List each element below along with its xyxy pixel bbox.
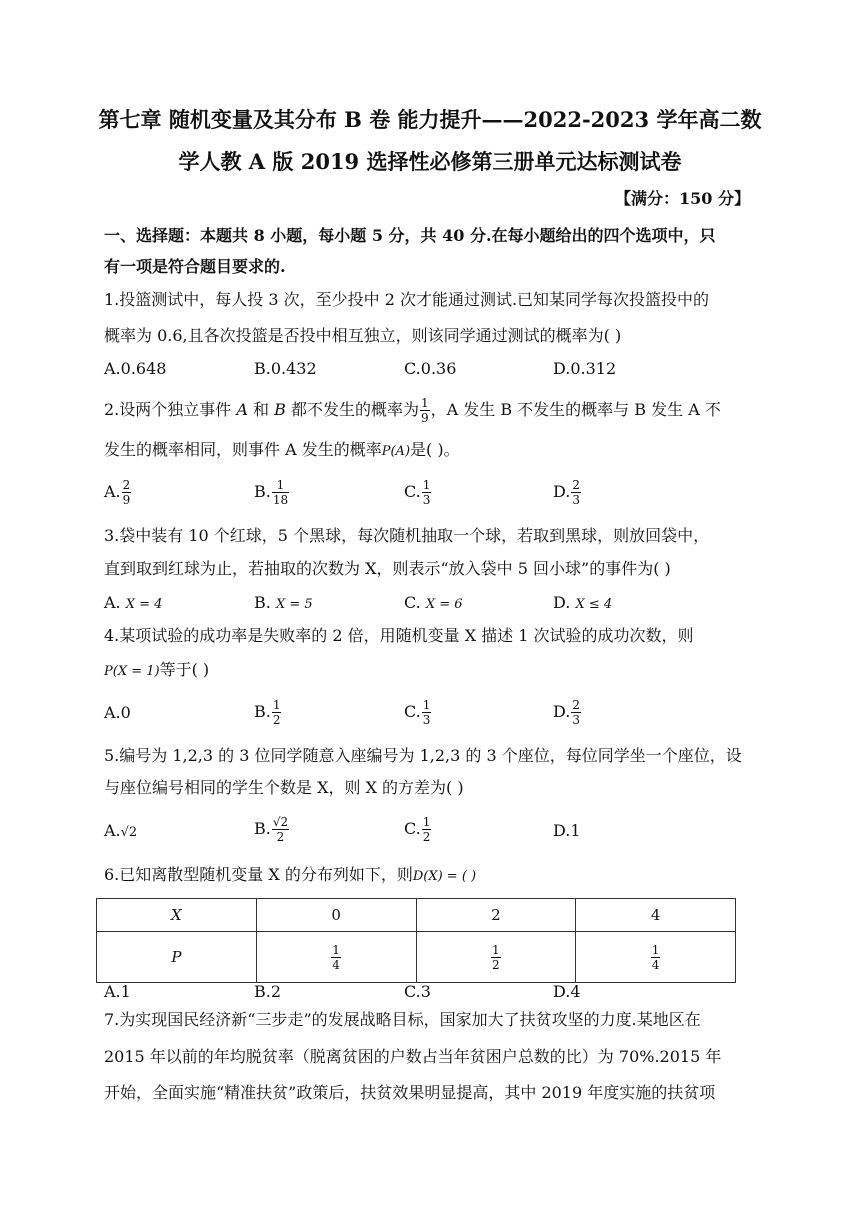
- table-cell: [256, 932, 416, 983]
- question-4-line-1: 4.某项试验的成功率是失败率的 2 倍，用随机变量 X 描述 1 次试验的成功次数，则: [104, 626, 694, 645]
- probability-expression: P(X = 1): [104, 664, 160, 679]
- fraction-numerator: 1: [272, 478, 289, 493]
- question-3-option-c: [404, 592, 463, 616]
- question-2-option-d: [553, 478, 582, 507]
- fraction-numerator: 2: [572, 478, 580, 492]
- fraction-denominator: 9: [420, 411, 429, 425]
- fraction: [422, 815, 432, 844]
- question-6-line-1: [104, 864, 476, 888]
- fraction-numerator: 1: [422, 698, 431, 712]
- section-1-heading-line-1: 一、选择题：本题共 8 小题，每小题 5 分，共 40 分.在每小题给出的四个选项中，只: [104, 226, 716, 245]
- question-5-line-1: 5.编号为 1,2,3 的 3 位同学随意入座编号为 1,2,3 的 3 个座位，每位同学坐一个座位，设: [104, 746, 742, 765]
- question-6-option-b: B.2: [254, 982, 282, 1001]
- question-2-text-c: 都不发生的概率为: [285, 400, 419, 419]
- fraction-denominator: 2: [272, 713, 281, 727]
- fraction: [571, 478, 581, 507]
- question-1-option-d: D.0.312: [553, 359, 617, 378]
- question-2-text-e: 发生的概率相同，则事件 A 发生的概率: [104, 440, 382, 459]
- question-3-line-1: 3.袋中装有 10 个红球，5 个黑球，每次随机抽取一个球，若取到黑球，则放回袋中，: [104, 526, 710, 545]
- option-label: B.: [254, 819, 271, 838]
- fraction-denominator: 3: [572, 493, 580, 507]
- question-2-option-a: [104, 478, 132, 507]
- question-7-line-1: 7.为实现国民经济新“三步走”的发展战略目标，国家加大了扶贫攻坚的力度.某地区在: [104, 1010, 701, 1029]
- question-3-line-2: 直到取到红球为止，若抽取的次数为 X，则表示“放入袋中 5 回小球”的事件为( ): [104, 559, 671, 578]
- fraction-denominator: 3: [572, 713, 580, 727]
- question-6-option-c: C.3: [404, 982, 431, 1001]
- fraction-numerator: √2: [272, 815, 289, 829]
- fraction: [422, 478, 432, 507]
- fraction-numerator: 2: [572, 698, 580, 712]
- question-5-line-2: 与座位编号相同的学生个数是 X，则 X 的方差为( ): [104, 778, 464, 797]
- question-2-text-a: 2.设两个独立事件: [104, 400, 237, 419]
- fraction-denominator: 2: [276, 830, 285, 844]
- option-label: A.: [104, 821, 121, 840]
- question-5-option-d: [553, 820, 581, 842]
- probability-expression: P(A): [381, 444, 411, 459]
- question-3-option-b: [254, 592, 313, 616]
- option-label: C.: [404, 819, 421, 838]
- fraction: [420, 396, 430, 425]
- fraction-denominator: 4: [651, 957, 660, 972]
- fraction: [272, 815, 289, 844]
- table-row: [97, 932, 736, 983]
- question-4-option-c: [404, 698, 432, 727]
- fraction: [422, 698, 432, 727]
- option-label: B.: [254, 593, 271, 612]
- fraction-denominator: 3: [422, 493, 431, 507]
- distribution-table: [96, 898, 736, 983]
- question-2-text-d: ，A 发生 B 不发生的概率与 B 发生 A 不: [430, 400, 721, 419]
- option-label: D.: [553, 482, 571, 501]
- fraction-numerator: 2: [122, 478, 131, 492]
- option-expression: X = 4: [125, 597, 163, 612]
- question-6-text: 6.已知离散型随机变量 X 的分布列如下，则: [104, 865, 413, 884]
- fraction-denominator: 4: [332, 957, 340, 972]
- question-4-option-b: [254, 698, 282, 727]
- table-header-cell: P: [97, 932, 257, 983]
- document-title-line-2: 学人教 A 版 2019 选择性必修第三册单元达标测试卷: [178, 149, 682, 174]
- full-score: 【满分：150 分】: [615, 189, 750, 208]
- fraction: [651, 943, 661, 972]
- question-1-line-2: 概率为 0.6,且各次投篮是否投中相互独立，则该同学通过测试的概率为( ): [104, 326, 622, 345]
- event-a: A: [236, 400, 248, 419]
- option-label: A.0: [104, 703, 131, 722]
- fraction-denominator: 2: [422, 830, 431, 844]
- fraction-numerator: 1: [272, 698, 281, 712]
- question-2-text-f: 是( )。: [410, 440, 460, 459]
- option-label: B.: [254, 482, 271, 501]
- question-4-text: 等于( ): [159, 660, 210, 679]
- fraction-numerator: 1: [422, 815, 431, 829]
- option-label: D.: [553, 702, 571, 721]
- table-cell: [576, 932, 736, 983]
- table-cell: 2: [416, 899, 576, 932]
- option-label: A.: [104, 593, 121, 612]
- fraction-denominator: 9: [122, 493, 131, 507]
- variance-expression: D(X) = ( ): [412, 869, 477, 884]
- fraction: [331, 943, 341, 972]
- fraction-denominator: 2: [492, 957, 500, 972]
- table-row: [97, 899, 736, 932]
- option-expression: X = 5: [275, 597, 313, 612]
- option-expression: X = 6: [425, 597, 463, 612]
- question-2-text-b: 和: [247, 400, 275, 419]
- question-5-option-c: [404, 815, 432, 844]
- fraction: [272, 478, 289, 507]
- question-2-line-2: [104, 439, 460, 463]
- question-6-option-a: A.1: [104, 982, 131, 1001]
- fraction-numerator: 1: [651, 942, 660, 957]
- question-1-option-c: C.0.36: [404, 359, 457, 378]
- fraction-numerator: 1: [492, 942, 500, 957]
- section-1-heading-line-2: 有一项是符合题目要求的.: [104, 257, 286, 276]
- table-cell: 4: [576, 899, 736, 932]
- event-b: B: [274, 400, 286, 419]
- option-expression: √2: [120, 825, 138, 840]
- option-label: A.: [104, 482, 121, 501]
- question-1-line-1: 1.投篮测试中，每人投 3 次，至少投中 2 次才能通过测试.已知某同学每次投篮投中的: [104, 290, 710, 309]
- question-3-option-a: [104, 592, 162, 616]
- fraction: [491, 943, 501, 972]
- fraction-denominator: 18: [272, 493, 289, 507]
- question-5-option-b: [254, 815, 290, 844]
- table-cell: 0: [256, 899, 416, 932]
- question-2-line-1: [104, 396, 721, 425]
- option-label: C.: [404, 593, 421, 612]
- question-1-option-b: B.0.432: [254, 359, 317, 378]
- question-4-option-d: [553, 698, 582, 727]
- question-1-option-a: A.0.648: [104, 359, 167, 378]
- fraction-denominator: 3: [422, 713, 431, 727]
- table-header-cell: X: [97, 899, 257, 932]
- question-5-option-a: [104, 820, 137, 844]
- option-label: D.1: [553, 821, 581, 840]
- question-7-line-2: 2015 年以前的年均脱贫率（脱离贫困的户数占当年贫困户总数的比）为 70%.2015 年: [104, 1047, 722, 1066]
- question-2-option-b: [254, 478, 290, 507]
- option-label: C.: [404, 702, 421, 721]
- question-4-option-a: [104, 702, 131, 724]
- question-6-option-d: D.4: [553, 982, 581, 1001]
- fraction: [571, 698, 581, 727]
- fraction: [122, 478, 132, 507]
- question-4-line-2: [104, 659, 209, 683]
- question-7-line-3: 开始，全面实施“精准扶贫”政策后，扶贫效果明显提高，其中 2019 年度实施的扶贫项: [104, 1083, 716, 1102]
- fraction-numerator: 1: [422, 478, 431, 492]
- question-2-option-c: [404, 478, 432, 507]
- option-label: B.: [254, 702, 271, 721]
- option-label: D.: [553, 593, 571, 612]
- table-cell: [416, 932, 576, 983]
- fraction-numerator: 1: [332, 942, 340, 957]
- document-title-line-1: 第七章 随机变量及其分布 B 卷 能力提升——2022-2023 学年高二数: [98, 107, 762, 132]
- option-expression: X ≤ 4: [575, 597, 613, 612]
- fraction-numerator: 1: [420, 396, 429, 410]
- question-3-option-d: [553, 592, 612, 616]
- option-label: C.: [404, 482, 421, 501]
- fraction: [272, 698, 282, 727]
